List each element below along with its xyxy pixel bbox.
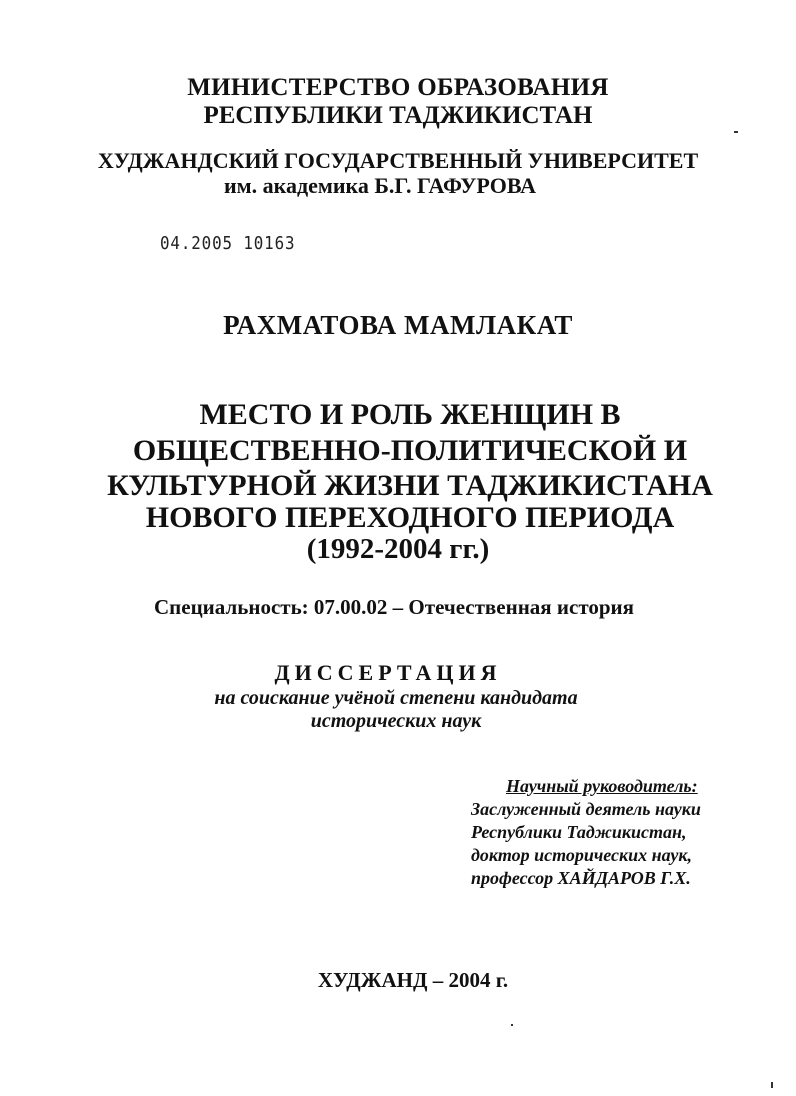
supervisor-line-4: профессор ХАЙДАРОВ Г.Х. (471, 868, 691, 888)
degree-line-2: исторических наук (310, 710, 482, 732)
title-line-2: ОБЩЕСТВЕННО-ПОЛИТИЧЕСКОЙ И (132, 434, 688, 467)
scan-speck (734, 131, 738, 133)
scan-speck (511, 1024, 513, 1026)
specialty: Специальность: 07.00.02 – Отечественная история (153, 595, 635, 619)
supervisor-block (471, 775, 701, 890)
supervisor-line-1: Заслуженный деятель науки (471, 799, 701, 819)
title-line-4: НОВОГО ПЕРЕХОДНОГО ПЕРИОДА (145, 501, 675, 534)
supervisor-line-2: Республики Таджикистан, (471, 822, 687, 842)
ministry-line-2: РЕСПУБЛИКИ ТАДЖИКИСТАН (203, 102, 593, 129)
library-stamp-number: 04.2005 10163 (160, 233, 296, 254)
ministry-line-1: МИНИСТЕРСТВО ОБРАЗОВАНИЯ (187, 74, 609, 101)
supervisor-heading: Научный руководитель: (506, 776, 698, 796)
degree-line-1: на соискание учёной степени кандидата (214, 687, 578, 709)
university-line-1: ХУДЖАНДСКИЙ ГОСУДАРСТВЕННЫЙ УНИВЕРСИТЕТ (97, 148, 699, 173)
dissertation-label: ДИССЕРТАЦИЯ (274, 660, 502, 685)
title-years: (1992-2004 гг.) (306, 533, 490, 565)
title-line-3: КУЛЬТУРНОЙ ЖИЗНИ ТАДЖИКИСТАНА (107, 469, 713, 502)
university-line-2: им. академика Б.Г. ГАФУРОВА (223, 173, 537, 198)
city-year: ХУДЖАНД – 2004 г. (317, 968, 509, 992)
scan-speck (771, 1082, 773, 1088)
author-name: РАХМАТОВА МАМЛАКАТ (223, 310, 573, 340)
title-line-1: МЕСТО И РОЛЬ ЖЕНЩИН В (199, 398, 621, 431)
supervisor-line-3: доктор исторических наук, (471, 845, 693, 865)
